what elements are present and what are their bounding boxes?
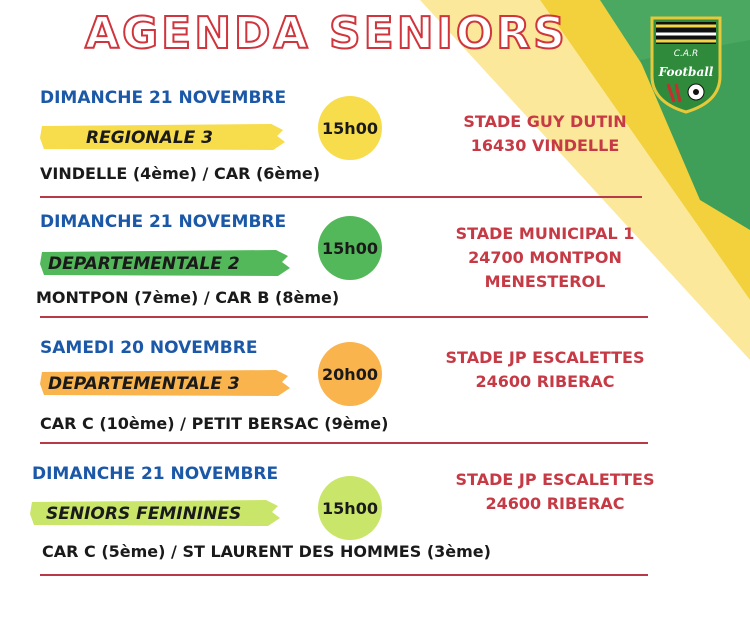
venue-line: 24600 RIBERAC bbox=[475, 372, 615, 391]
venue-line: STADE GUY DUTIN bbox=[463, 112, 627, 131]
match-date: DIMANCHE 21 NOVEMBRE bbox=[32, 464, 279, 484]
venue-line: STADE JP ESCALETTES bbox=[455, 470, 655, 489]
league-name: DEPARTEMENTALE 3 bbox=[48, 374, 240, 394]
venue-line: STADE MUNICIPAL 1 bbox=[455, 224, 635, 243]
league-name: SENIORS FEMININES bbox=[46, 504, 242, 524]
match-teams: MONTPON (7ème) / CAR B (8ème) bbox=[36, 288, 340, 307]
page-title: AGENDA SENIORS bbox=[85, 8, 568, 59]
venue-line: 16430 VINDELLE bbox=[470, 136, 620, 155]
separator-rule bbox=[40, 316, 648, 318]
match-date: SAMEDI 20 NOVEMBRE bbox=[40, 338, 258, 358]
venue bbox=[420, 110, 670, 158]
match-date: DIMANCHE 21 NOVEMBRE bbox=[40, 212, 287, 232]
separator-rule bbox=[40, 196, 642, 198]
kickoff-time-badge: 20h00 bbox=[318, 342, 382, 406]
kickoff-time-badge: 15h00 bbox=[318, 476, 382, 540]
match-teams: CAR C (10ème) / PETIT BERSAC (9ème) bbox=[40, 414, 389, 433]
venue bbox=[430, 468, 680, 516]
logo-bottom-text: Football bbox=[658, 65, 714, 79]
match-teams: VINDELLE (4ème) / CAR (6ème) bbox=[40, 164, 321, 183]
separator-rule bbox=[40, 574, 648, 576]
kickoff-time-badge: 15h00 bbox=[318, 96, 382, 160]
venue-line: STADE JP ESCALETTES bbox=[445, 348, 645, 367]
match-teams: CAR C (5ème) / ST LAURENT DES HOMMES (3ème) bbox=[42, 542, 491, 561]
venue-line: 24700 MONTPON bbox=[468, 248, 622, 267]
match-date: DIMANCHE 21 NOVEMBRE bbox=[40, 88, 287, 108]
venue-line: 24600 RIBERAC bbox=[485, 494, 625, 513]
club-logo bbox=[648, 14, 724, 114]
kickoff-time-badge: 15h00 bbox=[318, 216, 382, 280]
separator-rule bbox=[40, 442, 648, 444]
league-name: DEPARTEMENTALE 2 bbox=[48, 254, 240, 274]
venue bbox=[420, 222, 670, 294]
league-name: REGIONALE 3 bbox=[86, 128, 214, 148]
logo-top-text: C.A.R bbox=[673, 49, 699, 59]
venue bbox=[420, 346, 670, 394]
venue-line: MENESTEROL bbox=[484, 272, 606, 291]
